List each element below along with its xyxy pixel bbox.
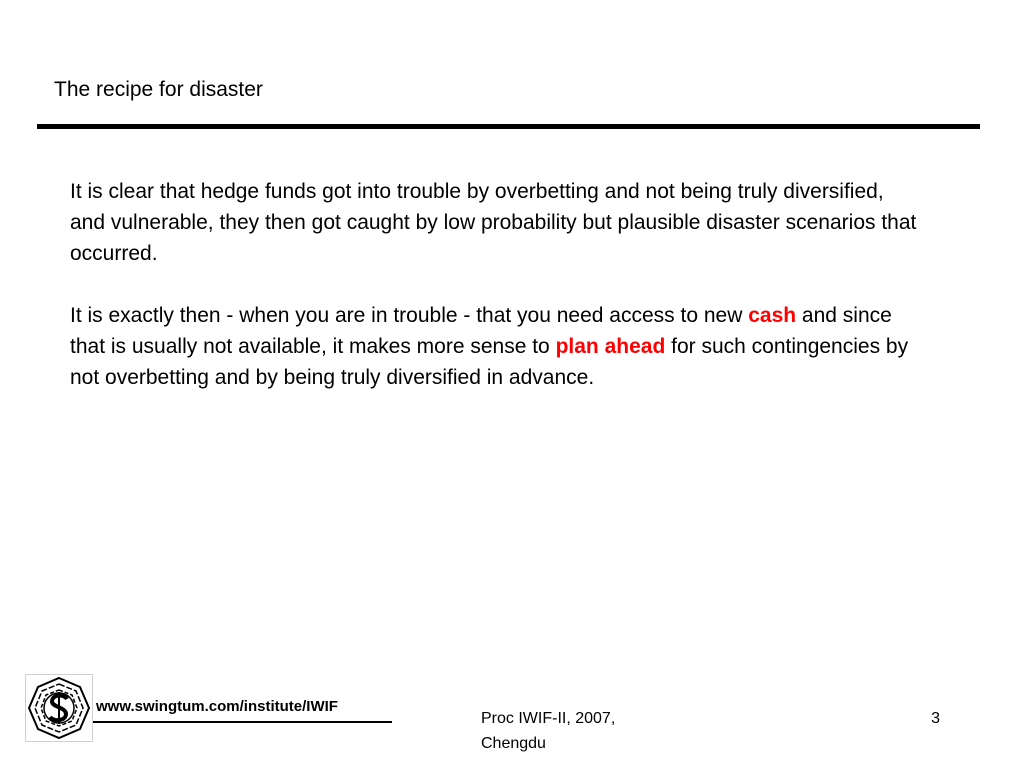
bagua-s-logo-icon <box>25 674 93 742</box>
paragraph-2 <box>70 300 920 393</box>
page-number: 3 <box>931 710 940 727</box>
paragraph-2-text-c: for such contingencies by not overbetting and by being truly diversified in advance. <box>70 335 909 389</box>
slide-title: The recipe for disaster <box>54 78 263 101</box>
footer-divider <box>93 721 392 723</box>
slide-body <box>70 176 920 424</box>
highlight-cash: cash <box>748 304 797 327</box>
highlight-plan-ahead: plan ahead <box>555 335 666 358</box>
paragraph-2-text-a: It is exactly then - when you are in trouble - that you need access to new <box>70 304 749 327</box>
footer-proceedings: Proc IWIF-II, 2007, Chengdu <box>481 710 616 752</box>
title-divider <box>37 124 980 129</box>
paragraph-2-text-b: and since that is usually not available, it makes more sense to <box>70 304 892 358</box>
paragraph-1: It is clear that hedge funds got into trouble by overbetting and not being truly diversified, and vulnerable, they then got caught by low probability but plausible disaster scenarios that occurred. <box>70 180 917 265</box>
footer-url-link[interactable]: www.swingtum.com/institute/IWIF <box>96 698 338 715</box>
